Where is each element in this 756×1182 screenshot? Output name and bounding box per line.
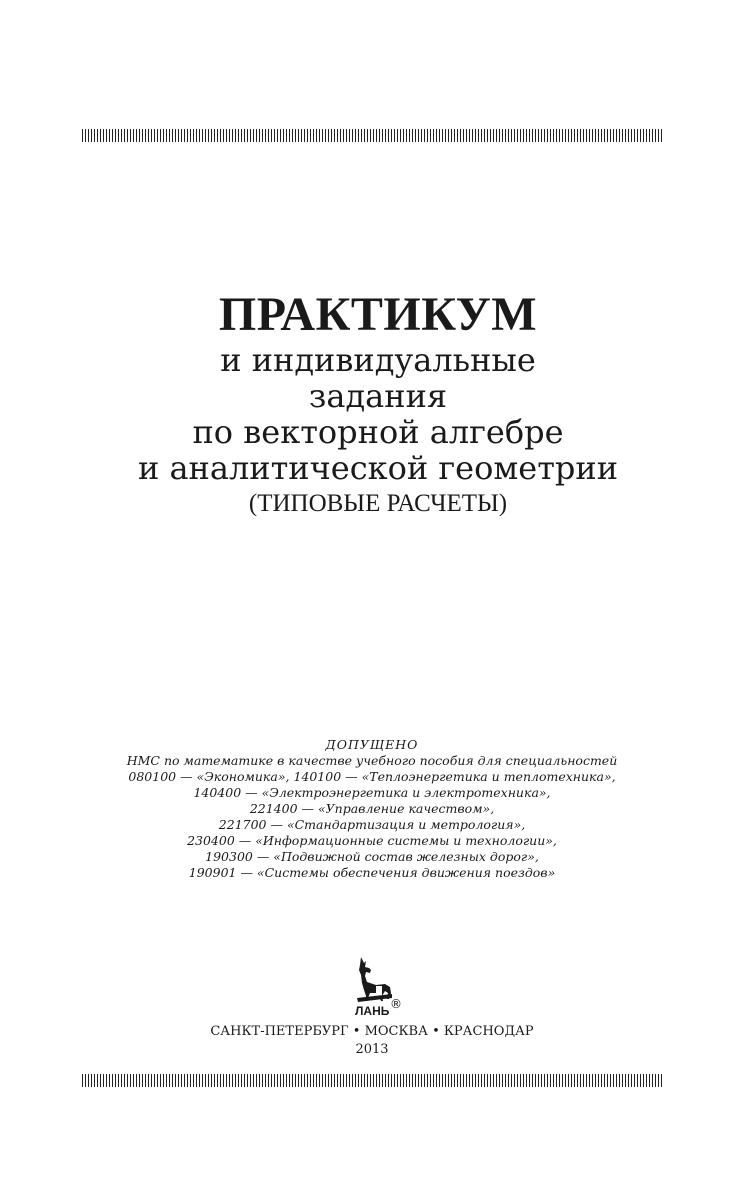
top-decorative-rule	[82, 129, 664, 142]
book-title: ПРАКТИКУМ	[218, 288, 538, 341]
approval-line: 190300 — «Подвижной состав железных дорог»,	[205, 849, 539, 864]
approval-line: НМС по математике в качестве учебного пособия для специальностей	[126, 753, 618, 768]
approval-line: 230400 — «Информационные системы и технологии»,	[187, 833, 557, 848]
publisher-cities: САНКТ-ПЕТЕРБУРГ • МОСКВА • КРАСНОДАР	[210, 1024, 534, 1039]
approval-line: 221400 — «Управление качеством»,	[249, 801, 495, 816]
imprint-block	[0, 1023, 744, 1059]
book-subtitle: (ТИПОВЫЕ РАСЧЕТЫ)	[248, 490, 508, 517]
title-line-3: по векторной алгебре	[192, 413, 564, 451]
publisher-logo	[352, 955, 404, 1019]
approval-block	[0, 737, 744, 881]
approval-line: 080100 — «Экономика», 140100 — «Теплоэнергетика и теплотехника»,	[128, 769, 616, 784]
approval-line: 140400 — «Электроэнергетика и электротехника»,	[193, 785, 551, 800]
title-line-4: и аналитической геометрии	[137, 449, 619, 487]
approval-heading: ДОПУЩЕНО	[325, 737, 419, 752]
bottom-decorative-rule	[82, 1074, 664, 1087]
approval-line: 221700 — «Стандартизация и метрология»,	[218, 817, 526, 832]
title-line-1: и индивидуальные	[220, 341, 536, 379]
registered-mark-icon: ®	[390, 997, 402, 1011]
approval-line: 190901 — «Системы обеспечения движения поездов»	[188, 865, 556, 880]
logo-wordmark: ЛАНЬ	[355, 1004, 390, 1018]
publication-year: 2013	[355, 1042, 389, 1057]
deer-icon	[357, 957, 392, 1002]
title-line-2: задания	[308, 377, 448, 415]
title-block	[0, 288, 756, 522]
